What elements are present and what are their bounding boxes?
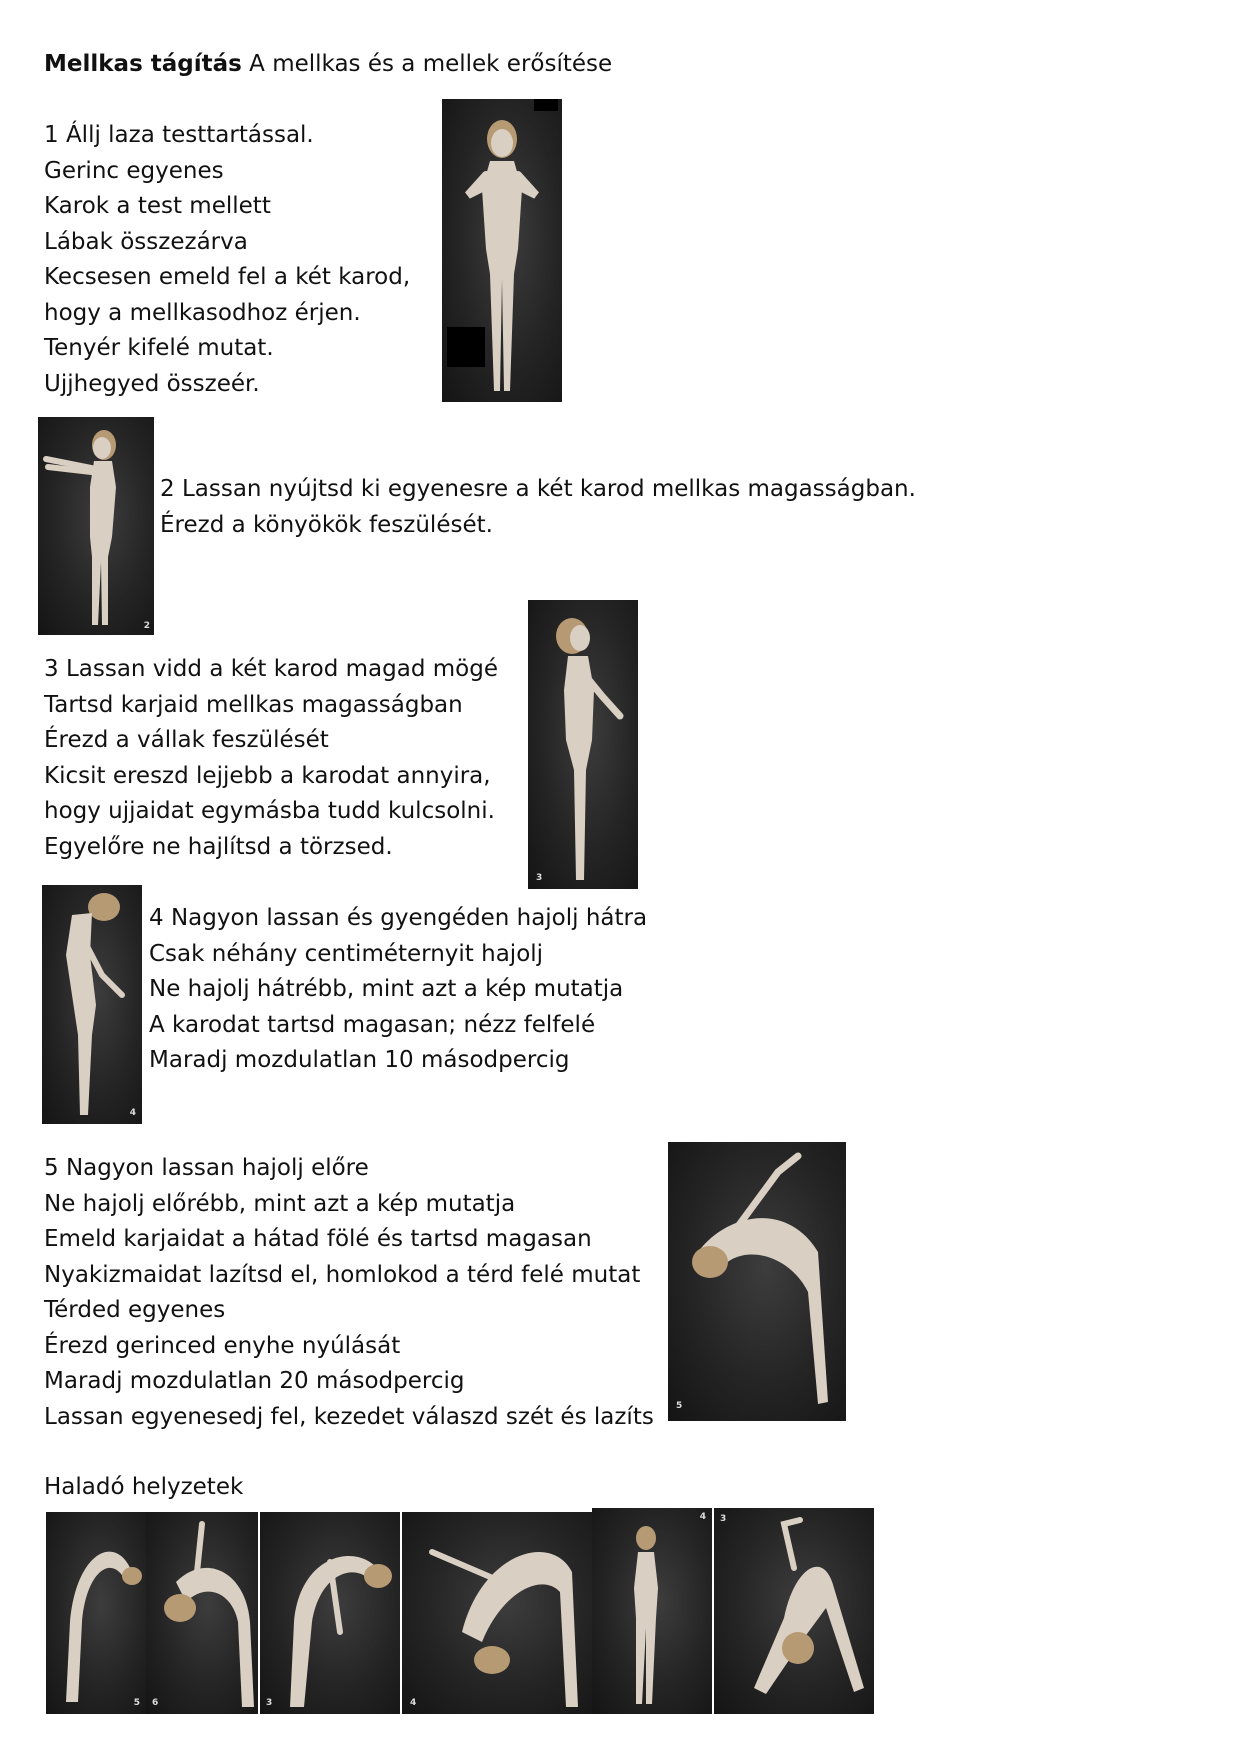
step-5-line: Térded egyenes [44,1297,226,1323]
step-3-line: Kicsit ereszd lejjebb a karodat annyira, [44,762,491,789]
figure-bending-backward [42,885,142,1124]
deep-forward-bend-figure [260,1512,400,1714]
forward-bend-figure [146,1512,258,1714]
step-1-line: Ujjhegyed összeér. [44,370,260,397]
step-1-line: Kecsesen emeld fel a két karod, [44,264,411,290]
step-4-line: A karodat tartsd magasan; nézz felfelé [149,1011,596,1038]
step-2-photo [38,417,154,635]
step-5-line: Emeld karjaidat a hátad fölé és tartsd magasan [44,1226,592,1252]
photo-number: 3 [266,1698,273,1708]
step-3-line: Tartsd karjaid mellkas magasságban [44,691,463,718]
side-standing-figure-arms-behind [528,600,638,889]
redaction-mark [447,327,485,367]
step-5-line: Maradj mozdulatlan 20 másodpercig [44,1368,465,1394]
lunge-bend-figure [714,1508,874,1714]
photo-number: 2 [143,621,150,631]
advanced-heading [44,1470,243,1506]
step-5-line: 5 Nagyon lassan hajolj előre [44,1155,369,1181]
step-5-text [44,1151,654,1435]
step-5-line: Ne hajolj előrébb, mint azt a kép mutatja [44,1190,516,1217]
step-4-text [149,901,647,1079]
advanced-photo-4 [402,1512,592,1714]
step-3-text [44,652,498,865]
step-1-line: Lábak összezárva [44,228,248,255]
step-5-line: Lassan egyenesedj fel, kezedet válaszd szét és lazíts [44,1403,654,1430]
step-1-line: Gerinc egyenes [44,157,224,184]
photo-number: 3 [720,1514,727,1524]
step-3-line: 3 Lassan vidd a két karod magad mögé [44,656,498,682]
photo-number: 4 [699,1512,706,1522]
step-1-photo [442,99,562,402]
advanced-heading-text: Haladó helyzetek [44,1474,244,1500]
standing-figure-arms-forward [38,417,154,635]
step-2-line: Érezd a könyökök feszülését. [160,511,493,538]
step-4-photo [42,885,142,1124]
step-1-line: 1 Állj laza testtartással. [44,122,314,148]
step-5-line: Nyakizmaidat lazítsd el, homlokod a térd felé mutat [44,1261,641,1288]
title-bold: Mellkas tágítás [44,51,242,77]
figure-bending-forward-arms-up [668,1142,846,1421]
step-5-photo [668,1142,846,1421]
photo-number: 3 [536,873,543,883]
backbend-figure [46,1512,146,1714]
advanced-photo-3 [260,1512,400,1714]
title-subtitle: A mellkas és a mellek erősítése [241,51,613,77]
step-3-photo [528,600,638,889]
photo-number: 4 [129,1108,136,1118]
advanced-photo-1 [46,1512,146,1714]
photo-number: 4 [410,1698,417,1708]
step-2-text [160,472,916,543]
standing-figure-hands-clasped [592,1508,712,1714]
wide-stance-bend-figure [402,1512,592,1714]
step-5-line: Érezd gerinced enyhe nyúlását [44,1332,401,1359]
photo-number: 5 [133,1698,140,1708]
step-4-line: Ne hajolj hátrébb, mint azt a kép mutatja [149,976,624,1002]
step-3-line: Érezd a vállak feszülését [44,727,329,753]
step-1-line: hogy a mellkasodhoz érjen. [44,299,361,326]
step-4-line: 4 Nagyon lassan és gyengéden hajolj hátra [149,905,648,931]
step-3-line: Egyelőre ne hajlítsd a törzsed. [44,833,393,860]
step-1-line: Tenyér kifelé mutat. [44,335,274,361]
step-1-text [44,118,410,402]
step-2-line: 2 Lassan nyújtsd ki egyenesre a két karod mellkas magasságban. [160,476,916,502]
advanced-photo-2 [146,1512,258,1714]
advanced-photo-6 [714,1508,874,1714]
document-title [44,48,612,80]
step-4-line: Maradj mozdulatlan 10 másodpercig [149,1047,570,1073]
step-1-line: Karok a test mellett [44,193,271,219]
step-4-line: Csak néhány centiméternyit hajolj [149,940,544,967]
step-3-line: hogy ujjaidat egymásba tudd kulcsolni. [44,798,495,824]
advanced-photo-5 [592,1508,712,1714]
photo-number: 5 [676,1401,683,1411]
redaction-mark [534,99,558,111]
photo-number: 6 [152,1698,159,1708]
